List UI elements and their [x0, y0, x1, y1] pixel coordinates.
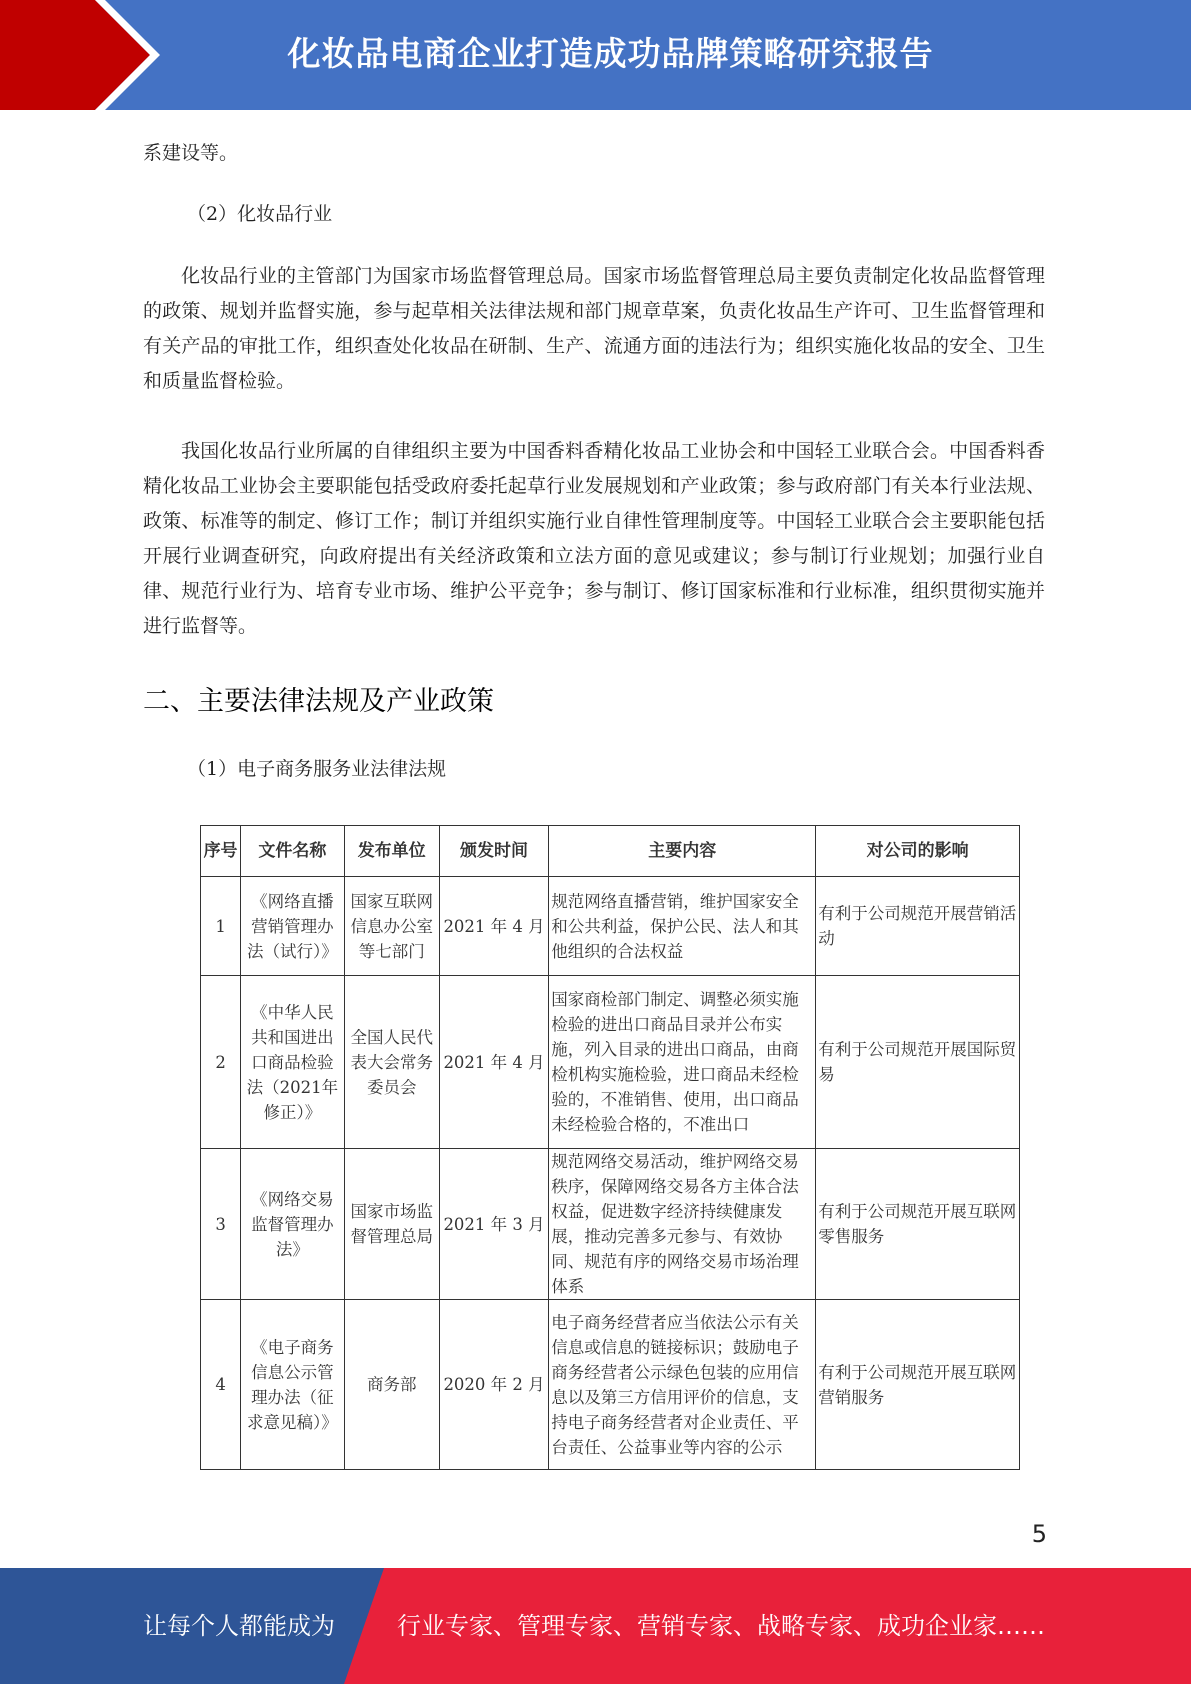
cell-impact: 有利于公司规范开展国际贸易 — [816, 976, 1020, 1149]
cell-name: 《网络交易监督管理办法》 — [241, 1149, 344, 1300]
section-heading — [143, 684, 1045, 719]
table-header-row — [201, 826, 1020, 877]
header-arrow-decoration — [0, 0, 200, 110]
cell-content: 国家商检部门制定、调整必须实施检验的进出口商品目录并公布实施，列入目录的进出口商品，由商检机构实施检验，进口商品未经检验的，不准销售、使用，出口商品未经检验合格的，不准出口 — [549, 976, 816, 1149]
continuation-text: 系建设等。 — [143, 142, 239, 164]
cell-impact: 有利于公司规范开展互联网零售服务 — [816, 1149, 1020, 1300]
section-title: 二、主要法律法规及产业政策 — [143, 686, 494, 717]
cell-content: 规范网络直播营销，维护国家安全和公共利益，保护公民、法人和其他组织的合法权益 — [549, 877, 816, 976]
paragraph-self-regulation — [143, 434, 1045, 644]
column-header-date: 颁发时间 — [439, 826, 548, 877]
subheading-ecommerce-text: （1）电子商务服务业法律法规 — [187, 758, 447, 780]
cell-date: 2021 年 4 月 — [439, 877, 548, 976]
cell-impact: 有利于公司规范开展营销活动 — [816, 877, 1020, 976]
page-number: 5 — [1031, 1520, 1047, 1548]
cell-no: 3 — [201, 1149, 241, 1300]
paragraph-self-regulation-text: 我国化妆品行业所属的自律组织主要为中国香料香精化妆品工业协会和中国轻工业联合会。中国香料香精化妆品工业协会主要职能包括受政府委托起草行业发展规划和产业政策；参与政府部门有关本行业法规、政策、标准等的制定、修订工作；制订并组织实施行业自律性管理制度等。中国轻工业联合会主要职能包括开展行业调查研究，向政府提出有关经济政策和立法方面的意见或建议；参与制订行业规划；加强行业自律、规范行业行为、培育专业市场、维护公平竞争；参与制订、修订国家标准和行业标准，组织贯彻实施并进行监督等。 — [143, 440, 1045, 637]
cell-no: 4 — [201, 1300, 241, 1470]
paragraph-regulator — [143, 259, 1045, 399]
column-header-issuer: 发布单位 — [344, 826, 439, 877]
cell-date: 2021 年 4 月 — [439, 976, 548, 1149]
column-header-name: 文件名称 — [241, 826, 344, 877]
laws-table — [200, 825, 1020, 1470]
cell-content: 规范网络交易活动，维护网络交易秩序，保障网络交易各方主体合法权益，促进数字经济持续健康发展，推动完善多元参与、有效协同、规范有序的网络交易市场治理体系 — [549, 1149, 816, 1300]
table-row — [201, 877, 1020, 976]
paragraph-regulator-text: 化妆品行业的主管部门为国家市场监督管理总局。国家市场监督管理总局主要负责制定化妆品监督管理的政策、规划并监督实施，参与起草相关法律法规和部门规章草案，负责化妆品生产许可、卫生监督管理和有关产品的审批工作，组织查处化妆品在研制、生产、流通方面的违法行为；组织实施化妆品的安全、卫生和质量监督检验。 — [143, 265, 1045, 392]
footer-slogan-right: 行业专家、管理专家、营销专家、战略专家、成功企业家…… — [397, 1612, 1045, 1640]
cell-issuer: 商务部 — [344, 1300, 439, 1470]
cell-content: 电子商务经营者应当依法公示有关信息或信息的链接标识；鼓励电子商务经营者公示绿色包装的应用信息以及第三方信用评价的信息，支持电子商务经营者对企业责任、平台责任、公益事业等内容的公示 — [549, 1300, 816, 1470]
table-row — [201, 976, 1020, 1149]
report-title: 化妆品电商企业打造成功品牌策略研究报告 — [287, 34, 934, 73]
cell-date: 2020 年 2 月 — [439, 1300, 548, 1470]
cell-name: 《中华人民共和国进出口商品检验法（2021年修正）》 — [241, 976, 344, 1149]
page-header — [0, 0, 1191, 110]
page-footer — [0, 1568, 1191, 1684]
cell-issuer: 全国人民代表大会常务委员会 — [344, 976, 439, 1149]
cell-no: 2 — [201, 976, 241, 1149]
column-header-content: 主要内容 — [549, 826, 816, 877]
subheading-cosmetics — [143, 197, 1045, 232]
table-row — [201, 1149, 1020, 1300]
cell-impact: 有利于公司规范开展互联网营销服务 — [816, 1300, 1020, 1470]
cell-name: 《电子商务信息公示管理办法（征求意见稿）》 — [241, 1300, 344, 1470]
cell-issuer: 国家市场监督管理总局 — [344, 1149, 439, 1300]
table-row — [201, 1300, 1020, 1470]
footer-slogan-left: 让每个人都能成为 — [143, 1612, 335, 1640]
column-header-no: 序号 — [201, 826, 241, 877]
cell-no: 1 — [201, 877, 241, 976]
continuation-line — [143, 136, 1045, 171]
subheading-ecommerce — [143, 752, 1045, 787]
cell-date: 2021 年 3 月 — [439, 1149, 548, 1300]
cell-issuer: 国家互联网信息办公室等七部门 — [344, 877, 439, 976]
subheading-cosmetics-text: （2）化妆品行业 — [187, 203, 333, 225]
cell-name: 《网络直播营销管理办法（试行）》 — [241, 877, 344, 976]
column-header-impact: 对公司的影响 — [816, 826, 1020, 877]
